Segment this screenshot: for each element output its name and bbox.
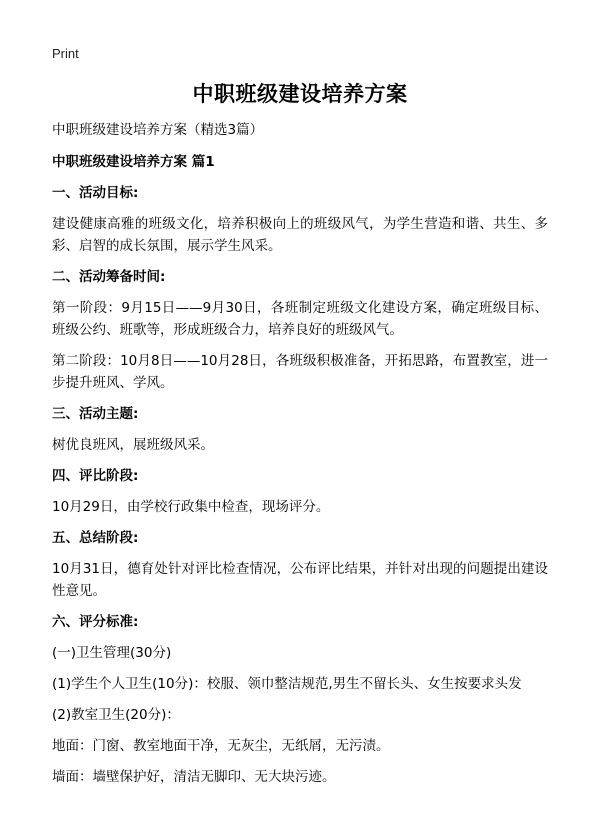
- section-heading-scoring: 六、评分标准:: [52, 614, 139, 630]
- document-body: [52, 119, 548, 797]
- paragraph-classroom-hygiene: (2)教室卫生(20分)：: [52, 707, 180, 723]
- section-heading-theme: 三、活动主题:: [52, 406, 139, 422]
- article-heading: 中职班级建设培养方案 篇1: [52, 154, 215, 170]
- paragraph-summary: 10月31日，德育处针对评比检查情况，公布评比结果，并针对出现的问题提出建设性意见。: [52, 561, 548, 599]
- paragraph-stage-one: 第一阶段：9月15日——9月30日，各班制定班级文化建设方案，确定班级目标、班级公约、班歌等，形成班级合力，培养良好的班级风气。: [52, 300, 548, 338]
- paragraph-goal: 建设健康高雅的班级文化，培养积极向上的班级风气，为学生营造和谐、共生、多彩、启智的成长氛围，展示学生风采。: [52, 216, 548, 254]
- paragraph-wall: 墙面：墙壁保护好，清洁无脚印、无大块污迹。: [52, 769, 336, 785]
- section-heading-goal: 一、活动目标:: [52, 185, 139, 201]
- document-subtitle: 中职班级建设培养方案（精选3篇）: [52, 122, 264, 138]
- print-link[interactable]: Print: [52, 46, 79, 61]
- paragraph-evaluation: 10月29日，由学校行政集中检查，现场评分。: [52, 499, 330, 515]
- section-heading-evaluation: 四、评比阶段:: [52, 468, 139, 484]
- paragraph-floor: 地面：门窗、教室地面干净，无灰尘，无纸屑，无污渍。: [52, 738, 390, 754]
- paragraph-stage-two: 第二阶段：10月8日——10月28日，各班级积极准备，开拓思路，布置教室，进一步提升班风、学风。: [52, 353, 548, 391]
- section-heading-prep-time: 二、活动筹备时间:: [52, 269, 166, 285]
- paragraph-hygiene-management: (一)卫生管理(30分): [52, 645, 172, 661]
- section-heading-summary: 五、总结阶段:: [52, 530, 139, 546]
- paragraph-personal-hygiene: (1)学生个人卫生(10分)：校服、领巾整洁规范,男生不留长头、女生按要求头发: [52, 676, 522, 692]
- paragraph-theme: 树优良班风，展班级风采。: [52, 437, 214, 453]
- document-title: 中职班级建设培养方案: [192, 82, 408, 106]
